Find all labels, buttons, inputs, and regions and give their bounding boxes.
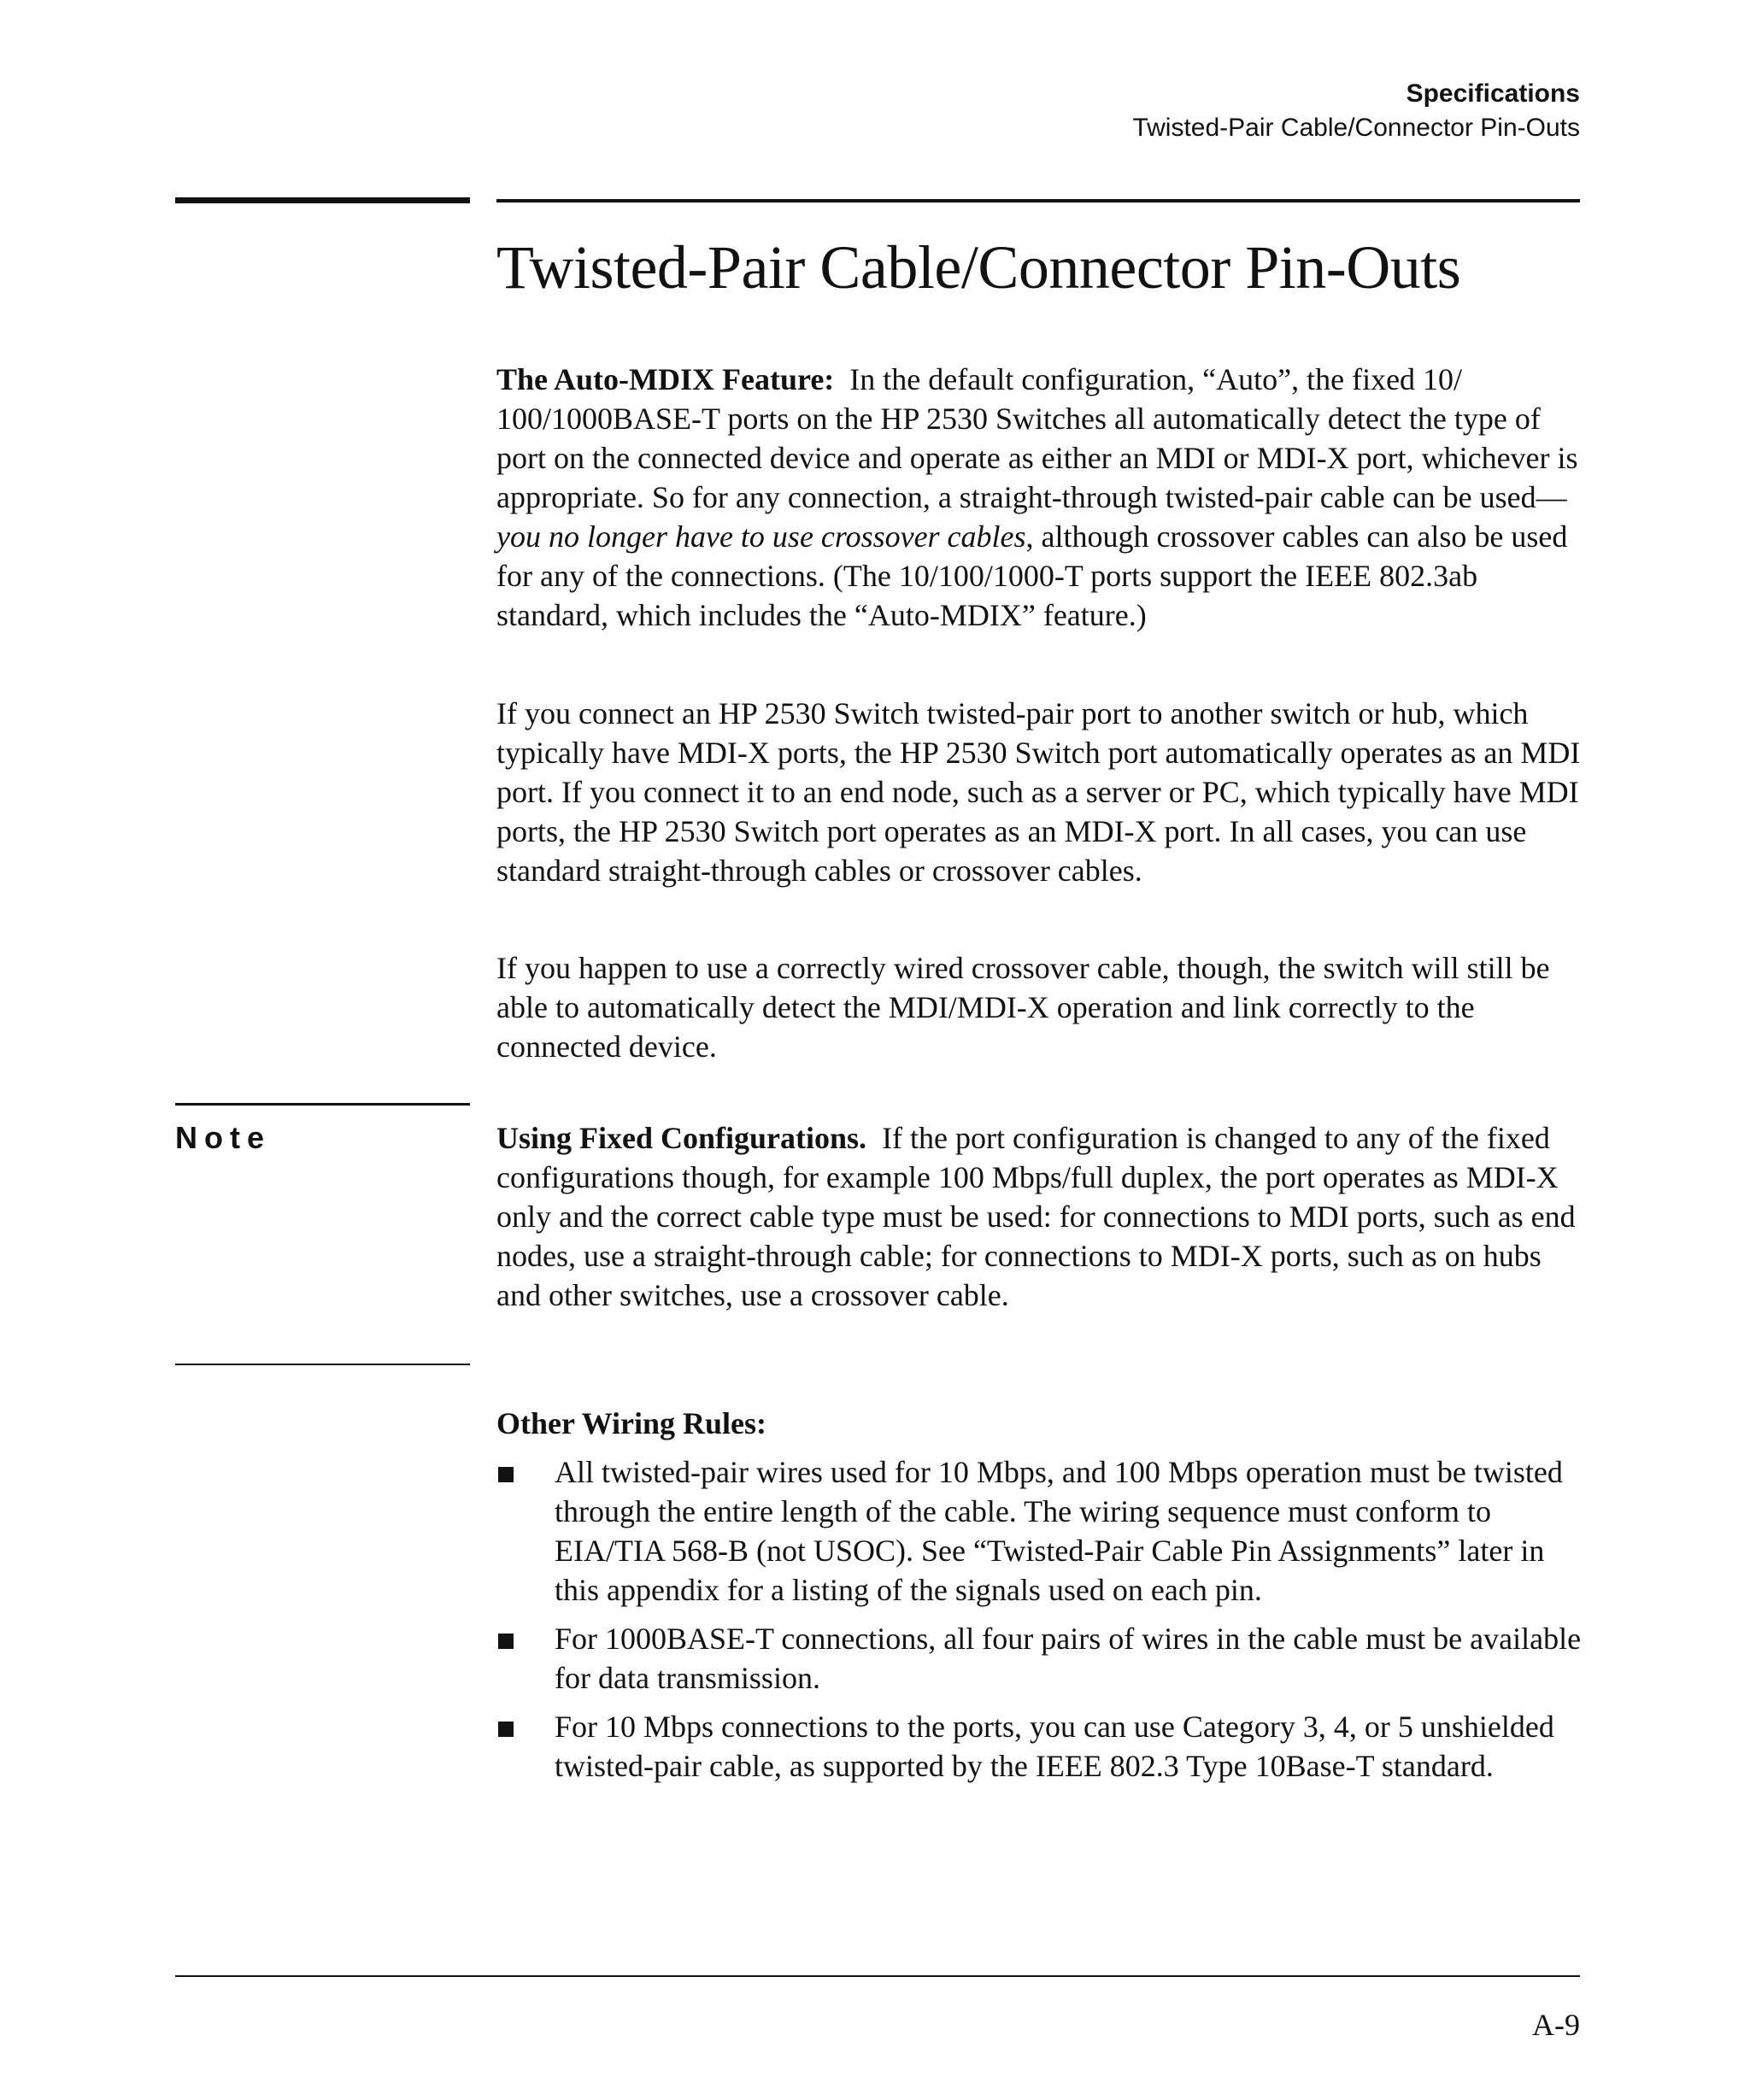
auto-mdix-emphasis: you no longer have to use crossover cables <box>496 519 1026 554</box>
auto-mdix-lead: The Auto-MDIX Feature: <box>496 362 835 396</box>
header-section: Specifications <box>1406 79 1580 108</box>
list-item <box>496 1707 1582 1786</box>
footer-rule <box>175 1975 1580 1977</box>
list-item-text: For 10 Mbps connections to the ports, you can use Category 3, 4, or 5 unshielded twisted-pair cable, as supported by the IEEE 802.3 Type 10Base-T standard. <box>555 1710 1554 1783</box>
note-label: Note <box>175 1120 271 1155</box>
crossover-text: If you happen to use a correctly wired crossover cable, though, the switch will still be able to automatically detect the MDI/MDI-X operation and link correctly to the connected device. <box>496 951 1550 1064</box>
list-item-text: All twisted-pair wires used for 10 Mbps, and 100 Mbps operation must be twisted through the entire length of the cable. The wiring sequence must conform to EIA/TIA 568-B (not USOC). See “Twisted-Pair Cable Pin Assignments” later in this appendix for a listing of the signals used on each pin. <box>555 1455 1563 1607</box>
header-subsection: Twisted-Pair Cable/Connector Pin-Outs <box>1132 114 1580 142</box>
bullet-square-icon <box>498 1722 514 1737</box>
note-text: If the port configuration is changed to any of the fixed configurations though, for example 100 Mbps/full duplex, the port operates as MDI-X only and the correct cable type must be used: for connections to MDI ports, such as end nodes, use a straight-through cable; for connections to MDI-X ports, such as on hubs and other switches, use a crossover cable. <box>496 1121 1576 1312</box>
auto-mdix-text-1: In the default configuration, “Auto”, the fixed 10/ 100/1000BASE-T ports on the HP 2530 Switches all automatically detect the type of port on the connected device and operate as either an MDI or MDI-X port, whichever is appropriate. So for any connection, a straight-through twisted-pair cable can be used— <box>496 362 1578 514</box>
bullet-square-icon <box>498 1634 514 1649</box>
title-rule <box>496 199 1580 202</box>
list-item <box>496 1452 1582 1610</box>
other-rules-heading: Other Wiring Rules: <box>496 1406 767 1440</box>
bullet-square-icon <box>498 1467 514 1482</box>
mdi-behavior-paragraph <box>496 694 1582 890</box>
mdi-behavior-text: If you connect an HP 2530 Switch twisted-pair port to another switch or hub, which typically have MDI-X ports, the HP 2530 Switch port automatically operates as an MDI port. If you connect it to an end node, such as a server or PC, which typically have MDI ports, the HP 2530 Switch port operates as an MDI-X port. In all cases, you can use standard straight-through cables or crossover cables. <box>496 696 1581 888</box>
other-rules-list <box>496 1452 1582 1795</box>
auto-mdix-text-2: , although crossover cables can also be used for any of the connections. (The 10/100/1000-T ports support the IEEE 802.3ab standard, which includes the “Auto-MDIX” feature.) <box>496 519 1568 632</box>
crossover-paragraph <box>496 948 1582 1066</box>
note-paragraph <box>496 1118 1582 1315</box>
list-item <box>496 1619 1582 1698</box>
note-bottom-rule <box>175 1364 470 1365</box>
auto-mdix-paragraph <box>496 360 1582 635</box>
left-margin-rule <box>175 197 470 203</box>
running-header <box>1132 77 1580 145</box>
page-number: A-9 <box>1532 2008 1580 2042</box>
page-title: Twisted-Pair Cable/Connector Pin-Outs <box>496 233 1461 302</box>
list-item-text: For 1000BASE-T connections, all four pairs of wires in the cable must be available for data transmission. <box>555 1622 1582 1695</box>
note-top-rule <box>175 1103 470 1106</box>
note-lead: Using Fixed Configurations. <box>496 1121 867 1155</box>
